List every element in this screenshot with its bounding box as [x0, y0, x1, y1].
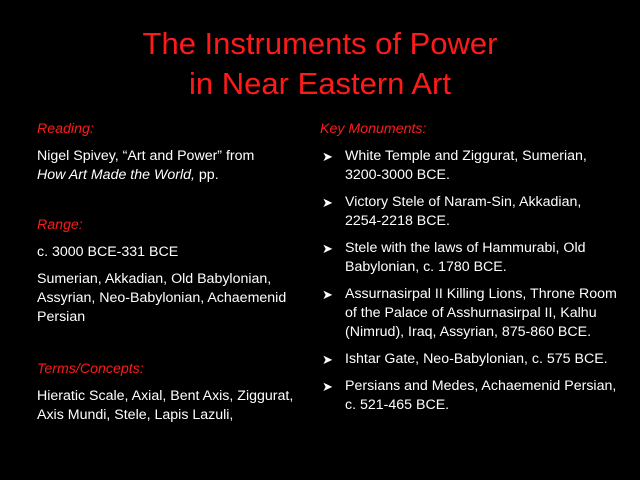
terms-heading: Terms/Concepts:: [37, 361, 144, 377]
range-cultures: Sumerian, Akkadian, Old Babylonian, Assyrian, Neo-Babylonian, Achaemenid Persian: [37, 271, 287, 325]
arrowhead-bullet-icon: ➤: [322, 195, 333, 210]
right-column: [320, 120, 620, 423]
monuments-list: [320, 147, 620, 415]
monument-text: Persians and Medes, Achaemenid Persian, c. 521-465 BCE.: [345, 378, 617, 413]
terms-text: Hieratic Scale, Axial, Bent Axis, Ziggurat, Axis Mundi, Stele, Lapis Lazuli,: [37, 388, 294, 423]
list-item: [320, 193, 620, 231]
title-line-1: The Instruments of Power: [142, 26, 498, 61]
arrowhead-bullet-icon: ➤: [322, 149, 333, 164]
monument-text: White Temple and Ziggurat, Sumerian, 3200-3000 BCE.: [345, 148, 587, 183]
slide-title: [0, 24, 640, 104]
left-column: [37, 120, 309, 433]
range-dates: c. 3000 BCE-331 BCE: [37, 244, 179, 260]
reading-pages: pp.: [194, 167, 219, 183]
range-heading: Range:: [37, 217, 83, 233]
reading-text: [37, 147, 309, 185]
arrowhead-bullet-icon: ➤: [322, 379, 333, 394]
list-item: [320, 285, 620, 342]
monuments-heading: Key Monuments:: [320, 121, 427, 137]
monument-text: Assurnasirpal II Killing Lions, Throne Room of the Palace of Asshurnasirpal II, Kalhu (Nimrud), Iraq, Assyrian, 875-860 BCE.: [345, 286, 617, 340]
list-item: [320, 350, 620, 369]
list-item: [320, 147, 620, 185]
monument-text: Stele with the laws of Hammurabi, Old Babylonian, c. 1780 BCE.: [345, 240, 586, 275]
arrowhead-bullet-icon: ➤: [322, 287, 333, 302]
title-line-2: in Near Eastern Art: [189, 66, 451, 101]
arrowhead-bullet-icon: ➤: [322, 241, 333, 256]
list-item: [320, 239, 620, 277]
arrowhead-bullet-icon: ➤: [322, 352, 333, 367]
reading-heading: Reading:: [37, 121, 94, 137]
reading-author: Nigel Spivey, “Art and Power” from: [37, 148, 255, 164]
monument-text: Ishtar Gate, Neo-Babylonian, c. 575 BCE.: [345, 351, 608, 367]
reading-book-title: How Art Made the World,: [37, 167, 195, 183]
monument-text: Victory Stele of Naram-Sin, Akkadian, 2254-2218 BCE.: [345, 194, 582, 229]
list-item: [320, 377, 620, 415]
